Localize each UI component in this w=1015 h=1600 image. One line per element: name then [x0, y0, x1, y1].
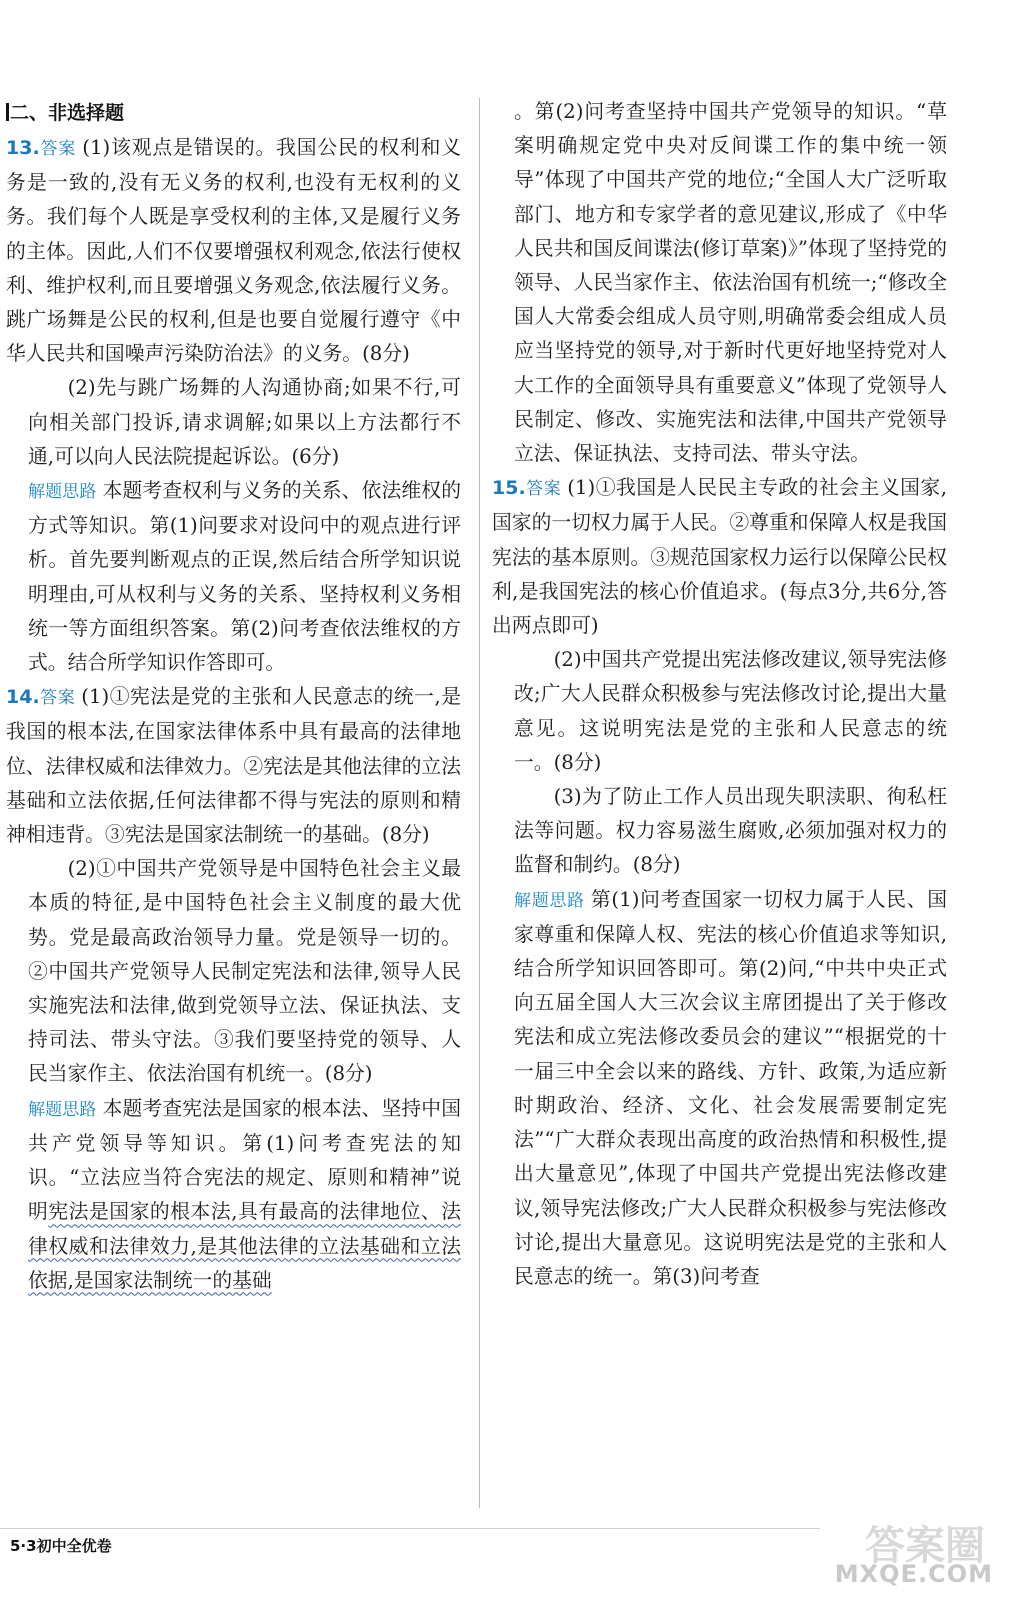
column-divider	[479, 98, 480, 1508]
idea-tag: 解题思路	[28, 482, 97, 503]
q13-answer-part1: 13.答案 (1)该观点是错误的。我国公民的权利和义务是一致的,没有无义务的权利,也没有无权利的义务。我们每个人既是享受权利的主体,又是履行义务的主体。因此,人们不仅要增强权利观念,依法行使权利、维护权利,而且要增强义务观念,依法履行义务。跳广场舞是公民的权利,但是也要自觉履行遵守《中华人民共和国噪声污染防治法》的义务。(8分)	[6, 136, 462, 366]
q15-number: 15.	[492, 477, 526, 500]
q14-number: 14.	[6, 686, 40, 709]
q13-number: 13.	[6, 137, 40, 159]
idea-tag: 解题思路	[514, 890, 585, 911]
q15-idea: 解题思路 第(1)问考查国家一切权力属于人民、国家尊重和保障人权、宪法的核心价值追求等知识,结合所学知识回答即可。第(2)问,“中共中央正式向五届全国人大三次会议主席团提出了关于修改宪法和成立宪法修改委员会的建议”“根据党的十一届三中全会以来的路线、方针、政策,为适应新时期政治、经济、文化、社会发展需要制定宪法”“广大群众表现出高度的政治热情和积极性,提出大量意见”,体现了中国共产党提出宪法修改建议,领导宪法修改;广大人民群众积极参与宪法修改讨论,提出大量意见。这说明宪法是党的主张和人民意志的统一。第(3)问考查	[514, 887, 948, 1288]
q15-answer-part3: (3)为了防止工作人员出现失职渎职、徇私枉法等问题。权力容易滋生腐败,必须加强对权力的监督和制约。(8分)	[514, 785, 947, 877]
footer-rule	[0, 1528, 820, 1529]
q15-answer-part2: (2)中国共产党提出宪法修改建议,领导宪法修改;广大人民群众积极参与宪法修改讨论,提出大量意见。这说明宪法是党的主张和人民意志的统一。(8分)	[514, 648, 947, 774]
idea-tag: 解题思路	[28, 1099, 97, 1120]
q14-idea-emphasis: 宪法是国家的根本法,具有最高的法律地位、法律权威和法律效力,是其他法律的立法基础和立法依据,是国家法制统一的基础	[28, 1200, 461, 1292]
q15-answer-part1: 15.答案 (1)①我国是人民民主专政的社会主义国家,国家的一切权力属于人民。②尊重和保障人权是我国宪法的基本原则。③规范国家权力运行以保障公民权利,是我国宪法的核心价值追求。(每点3分,共6分,答出两点即可)	[492, 476, 948, 638]
q13-answer-part2: (2)先与跳广场舞的人沟通协商;如果不行,可向相关部门投诉,请求调解;如果以上方法都行不通,可以向人民法院提起诉讼。(6分)	[28, 376, 461, 468]
q14-idea-continued: 。第(2)问考查坚持中国共产党领导的知识。“草案明确规定党中央对反间谍工作的集中统一领导”体现了中国共产党的地位;“全国人大广泛听取部门、地方和专家学者的意见建议,形成了《中华人民共和国反间谍法(修订草案)》”体现了坚持党的领导、人民当家作主、依法治国有机统一;“修改全国人大常委会组成人员守则,明确常委会组成人员应当坚持党的领导,对于新时代更好地坚持党对人大工作的全面领导具有重要意义”体现了党领导人民制定、修改、实施宪法和法律,中国共产党领导立法、保证执法、支持司法、带头守法。	[514, 100, 947, 466]
question-15	[492, 471, 947, 1294]
answer-tag: 答案	[39, 688, 76, 709]
q14-idea-start: 解题思路 本题考查宪法是国家的根本法、坚持中国共产党领导等知识。第(1)问考查宪法的知识。“立法应当符合宪法的规定、原则和精神”说明宪法是国家的根本法,具有最高的法律地位、法律权威和法律效力,是其他法律的立法基础和立法依据,是国家法制统一的基础	[28, 1096, 461, 1292]
q13-idea: 解题思路 本题考查权利与义务的关系、依法维权的方式等知识。第(1)问要求对设问中的观点进行评析。首先要判断观点的正误,然后结合所学知识说明理由,可从权利与义务的关系、坚持权利义务相统一等方面组织答案。第(2)问考查依法维权的方式。结合所学知识作答即可。	[28, 479, 461, 675]
left-column	[6, 95, 461, 1298]
watermark-site: MXQE.COM	[834, 1560, 993, 1588]
q14-answer-part2: (2)①中国共产党领导是中国特色社会主义最本质的特征,是中国特色社会主义制度的最大优势。党是最高政治领导力量。党是领导一切的。②中国共产党领导人民制定宪法和法律,领导人民实施宪法和法律,做到党领导立法、保证执法、支持司法、带头守法。③我们要坚持党的领导、人民当家作主、依法治国有机统一。(8分)	[28, 857, 461, 1086]
footer-brand: 5·3初中全优卷	[10, 1537, 112, 1555]
question-14	[6, 680, 461, 1298]
watermark-logo: 答案圈	[865, 1523, 985, 1569]
section-title: 二、非选择题	[6, 95, 461, 131]
question-13	[6, 131, 461, 680]
answer-tag: 答案	[39, 139, 77, 159]
q14-answer-part1: 14.答案 (1)①宪法是党的主张和人民意志的统一,是我国的根本法,在国家法律体系中具有最高的法律地位、法律权威和法律效力。②宪法是其他法律的立法基础和立法依据,任何法律都不得与宪法的原则和精神相违背。③宪法是国家法制统一的基础。(8分)	[6, 685, 462, 847]
right-column	[492, 95, 947, 1294]
answer-tag: 答案	[525, 479, 562, 500]
